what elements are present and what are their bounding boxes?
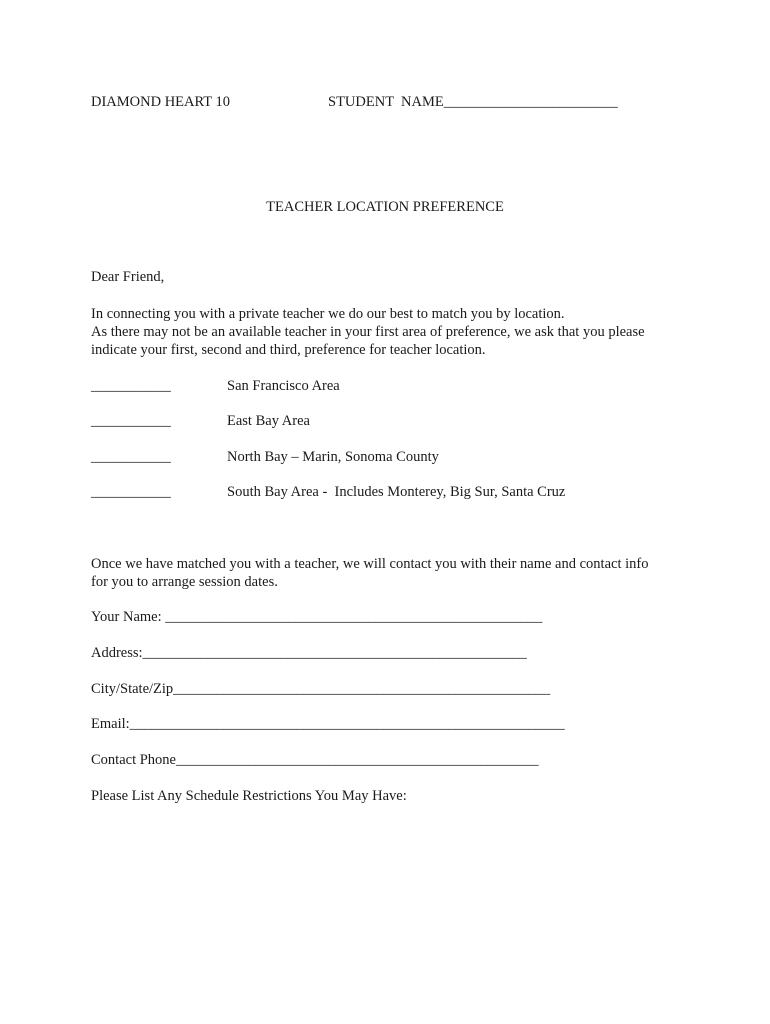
intro-line-2: As there may not be an available teacher in your first area of preference, we ask that you please	[91, 324, 645, 340]
preference-blank-east-bay[interactable]: ___________	[91, 413, 171, 429]
intro-line-1: In connecting you with a private teacher we do our best to match you by location.	[91, 306, 565, 322]
followup-line-2: for you to arrange session dates.	[91, 574, 278, 590]
city-state-zip-field[interactable]: City/State/Zip____________________________________________________	[91, 681, 551, 697]
student-name-field[interactable]: STUDENT NAME________________________	[328, 94, 618, 110]
preference-label-north-bay: North Bay – Marin, Sonoma County	[227, 449, 439, 465]
address-field[interactable]: Address:_____________________________________________________	[91, 645, 527, 661]
preference-label-south-bay: South Bay Area - Includes Monterey, Big Sur, Santa Cruz	[227, 484, 566, 500]
preference-blank-san-francisco[interactable]: ___________	[91, 378, 171, 394]
preference-label-east-bay: East Bay Area	[227, 413, 310, 429]
your-name-field[interactable]: Your Name: ____________________________________________________	[91, 609, 543, 625]
page-title: TEACHER LOCATION PREFERENCE	[266, 199, 504, 215]
organization-name: DIAMOND HEART 10	[91, 94, 231, 110]
email-field[interactable]: Email:____________________________________________________________	[91, 716, 565, 732]
preference-label-san-francisco: San Francisco Area	[227, 378, 340, 394]
followup-line-1: Once we have matched you with a teacher, we will contact you with their name and contact info	[91, 556, 649, 572]
contact-phone-field[interactable]: Contact Phone__________________________________________________	[91, 752, 539, 768]
preference-blank-south-bay[interactable]: ___________	[91, 484, 171, 500]
preference-blank-north-bay[interactable]: ___________	[91, 449, 171, 465]
schedule-restrictions-label: Please List Any Schedule Restrictions You May Have:	[91, 788, 407, 804]
intro-line-3: indicate your first, second and third, preference for teacher location.	[91, 342, 486, 358]
salutation: Dear Friend,	[91, 269, 165, 285]
